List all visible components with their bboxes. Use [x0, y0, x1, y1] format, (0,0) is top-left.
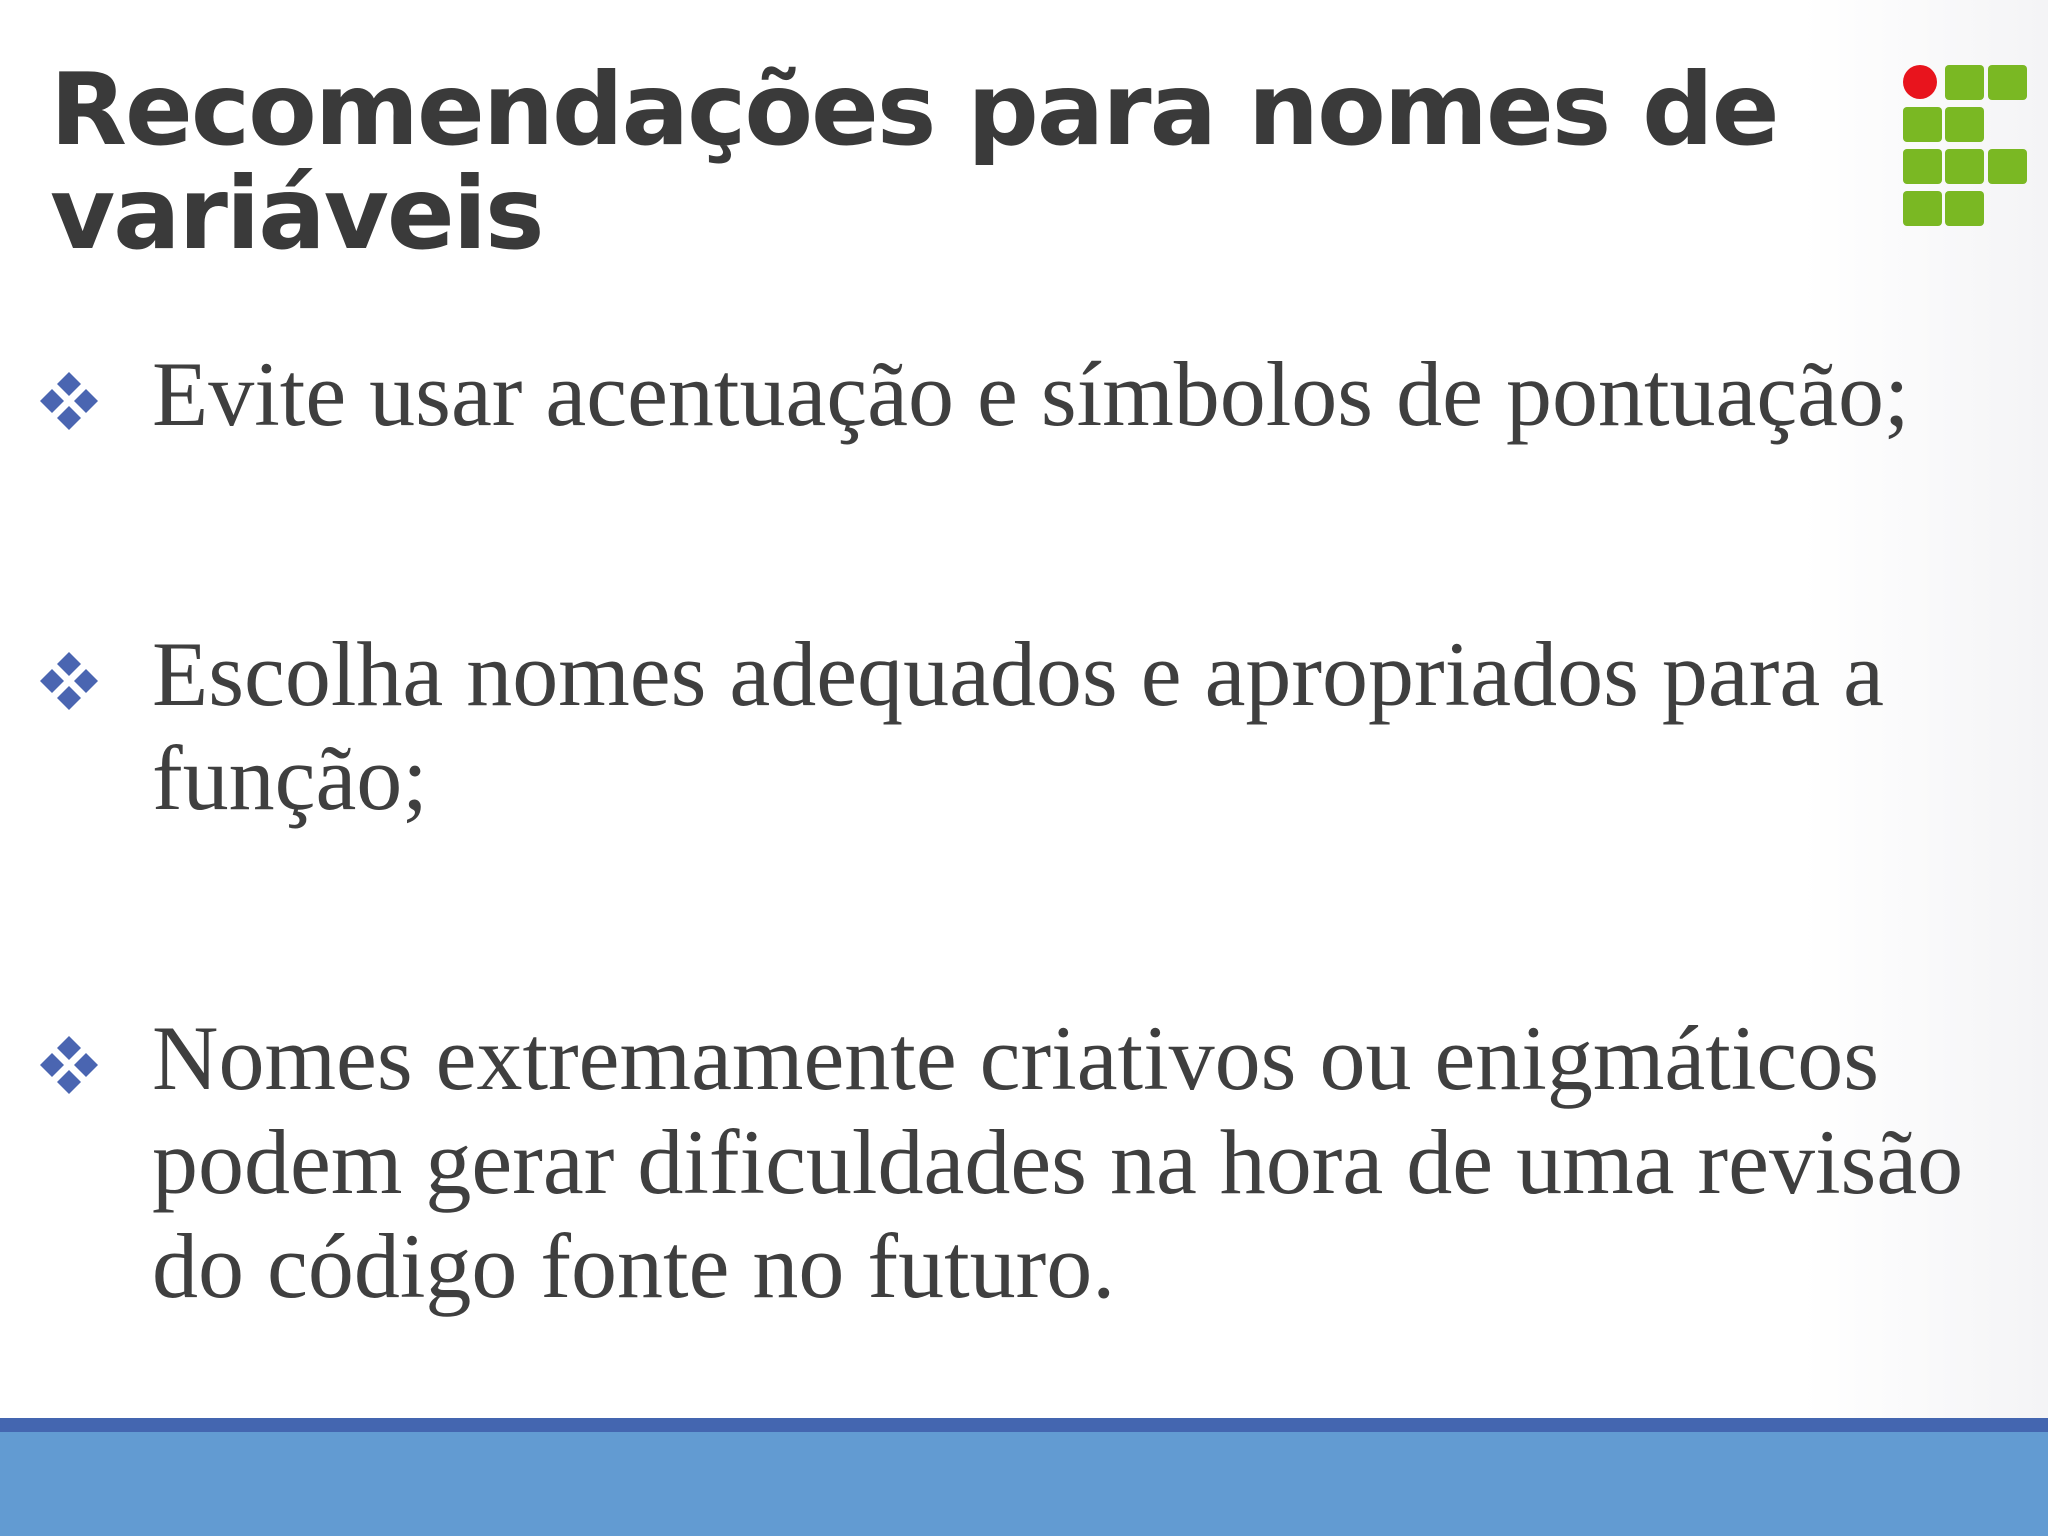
instituto-federal-logo-icon	[1902, 64, 2028, 228]
four-diamond-bullet-icon	[36, 1032, 102, 1098]
list-item	[36, 1006, 2016, 1318]
four-diamond-bullet-icon	[36, 368, 102, 434]
bullet-text: Nomes extremamente criativos ou enigmáticos podem gerar dificuldades na hora de uma revisão do código fonte no futuro.	[152, 1007, 1964, 1317]
four-diamond-bullet-icon	[36, 648, 102, 714]
list-item	[36, 342, 2016, 446]
bullet-list	[36, 342, 2016, 1318]
list-item	[36, 622, 2016, 830]
slide-title: Recomendações para nomes de variáveis	[50, 51, 1778, 272]
footer-band	[0, 1432, 2048, 1536]
bullet-text: Escolha nomes adequados e apropriados para a função;	[152, 623, 1885, 829]
bullet-text: Evite usar acentuação e símbolos de pontuação;	[152, 343, 1910, 445]
footer-accent-line	[0, 1418, 2048, 1432]
